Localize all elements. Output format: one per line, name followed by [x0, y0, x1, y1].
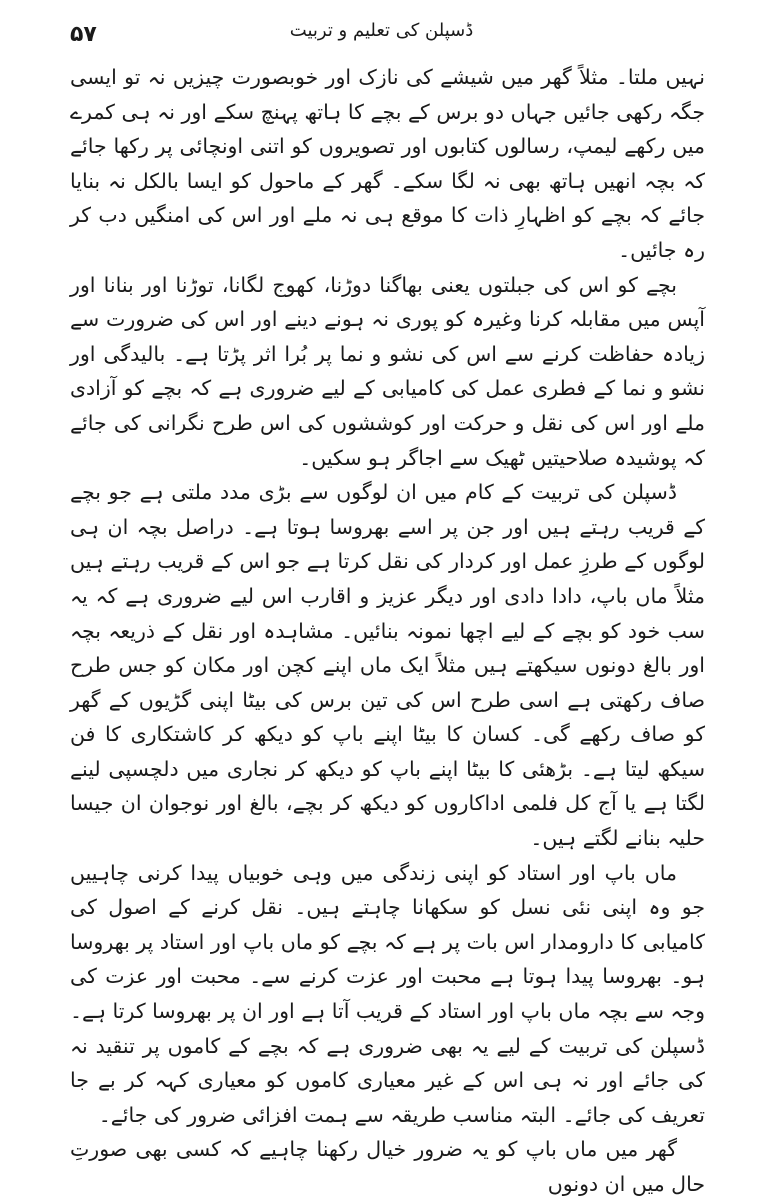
page-number: ۵۷ — [70, 22, 97, 47]
paragraph: نہیں ملتا۔ مثلاً گھر میں شیشے کی نازک اور خوبصورت چیزیں نہ تو ایسی جگہ رکھی جائیں جہاں دو برس کے بچے کا ہاتھ پہنچ سکے اور نہ ہی کمرے میں رکھے لیمپ، رسالوں کتابوں اور تصویروں کو اتنی اونچائی پر رکھا جائے کہ بچہ انھیں ہاتھ بھی نہ لگا سکے۔ گھر کے ماحول کو ایسا بالکل نہ بنایا جائے کہ بچے کو اظہارِ ذات کا موقع ہی نہ ملے اور اس کی امنگیں دب کر رہ جائیں۔ — [70, 65, 705, 262]
paragraph: ڈسپلن کی تربیت کے کام میں ان لوگوں سے بڑی مدد ملتی ہے جو بچے کے قریب رہتے ہیں اور جن پر اسے بھروسا ہوتا ہے۔ دراصل بچہ ان ہی لوگوں کے طرزِ عمل اور کردار کی نقل کرتا ہے جو اس کے قریب رہتے ہیں مثلاً ماں باپ، دادا دادی اور دیگر عزیز و اقارب اس لیے ضروری ہے کہ یہ سب خود کو بچے کے لیے اچھا نمونہ بنائیں۔ مشاہدہ اور نقل کے ذریعہ بچہ اور بالغ دونوں سیکھتے ہیں مثلاً ایک ماں اپنے کچن اور مکان کو جس طرح صاف رکھتی ہے اسی طرح اس کی تین برس کی بیٹا اپنی گڑیوں کے گھر کو صاف رکھے گی۔ کسان کا بیٹا اپنے باپ کو دیکھ کر کاشتکاری کا فن سیکھ لیتا ہے۔ بڑھئی کا بیٹا اپنے باپ کو دیکھ کر نجاری میں دلچسپی لینے لگتا ہے یا آج کل فلمی اداکاروں کو دیکھ کر بچے، بالغ اور نوجوان ان جیسا حلیہ بنانے لگتے ہیں۔ — [70, 480, 705, 851]
body-text — [70, 60, 705, 1202]
paragraph: گھر میں ماں باپ کو یہ ضرور خیال رکھنا چاہیے کہ کسی بھی صورتِ حال میں ان دونوں — [70, 1137, 705, 1196]
paragraph: بچے کو اس کی جبلتوں یعنی بھاگنا دوڑنا، کھوج لگانا، توڑنا اور بنانا اور آپس میں مقابلہ کرنا وغیرہ کو پوری نہ ہونے دینے اور اس کی ضرورت سے زیادہ حفاظت کرنے سے اس کی نشو و نما پر بُرا اثر پڑتا ہے۔ بالیدگی اور نشو و نما کے فطری عمل کی کامیابی کے لیے ضروری ہے کہ بچے کو آزادی ملے اور اس کی نقل و حرکت اور کوششوں کی اس طرح نگرانی کی جائے کہ پوشیدہ صلاحیتیں ٹھیک سے اجاگر ہو سکیں۔ — [70, 272, 705, 470]
running-title: ڈسپلن کی تعلیم و تربیت — [289, 20, 474, 41]
page-header — [60, 14, 703, 47]
paragraph: ماں باپ اور استاد کو اپنی زندگی میں وہی خوبیاں پیدا کرنی چاہییں جو وہ اپنی نئی نسل کو سکھانا چاہتے ہیں۔ نقل کرنے کے اصول کی کامیابی کا دارومدار اس بات پر ہے کہ بچے کو ماں باپ اور استاد پر بھروسا ہو۔ بھروسا پیدا ہوتا ہے محبت اور عزت کرنے سے۔ محبت اور عزت کی وجہ سے بچہ ماں باپ اور استاد کے قریب آتا ہے اور ان پر بھروسا کرتا ہے۔ ڈسپلن کی تربیت کے لیے یہ بھی ضروری ہے کہ بچے کے کاموں پر تنقید نہ کی جائے اور نہ ہی اس کے غیر معیاری کاموں کو معیاری کہہ کر بے جا تعریف کی جائے۔ البتہ مناسب طریقہ سے ہمت افزائی ضرور کی جائے۔ — [70, 860, 705, 1127]
